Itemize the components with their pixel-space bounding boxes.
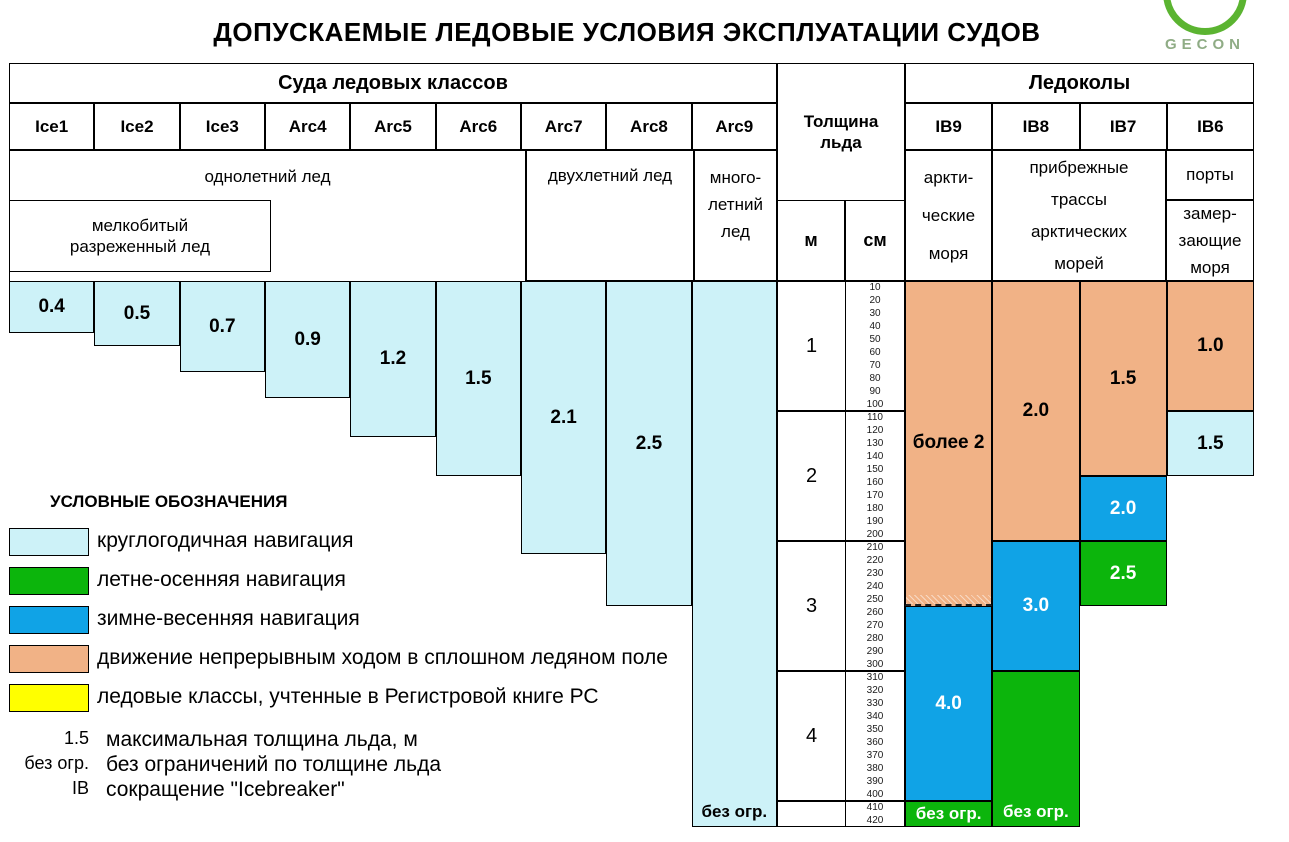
thickness-cm-label: 110 [867, 411, 883, 423]
thickness-cm-label: 240 [866, 580, 884, 592]
ib-class-header-IB6: IB6 [1167, 103, 1254, 150]
thickness-m-label: 3 [805, 594, 818, 617]
unit-cm-header: см [845, 200, 905, 281]
thickness-cm-label: 400 [866, 788, 884, 800]
note-key: без огр. [24, 753, 89, 773]
ib-IB6-segment-1: 1.5 [1167, 411, 1254, 476]
broken-ice-header: мелкобитый разреженный лед [9, 200, 271, 272]
note-text: максимальная толщина льда, м [106, 728, 418, 751]
ship-cell-Arc4: 0.9 [265, 281, 350, 398]
ship-class-header-Arc9: Arc9 [692, 103, 777, 150]
ports-header: порты [1166, 150, 1254, 200]
ships-group-header: Суда ледовых классов [9, 63, 777, 103]
two-year-ice-header: двухлетний лед [526, 150, 694, 281]
legend-label: движение непрерывным ходом в сплошном ледяном поле [97, 646, 668, 669]
thickness-cm-label: 80 [869, 372, 881, 384]
note-text: без ограничений по толщине льда [106, 753, 441, 776]
arctic-seas-header: аркти-ческие моря [905, 150, 992, 281]
thickness-cm-label: 120 [866, 424, 884, 436]
ib-IB7-segment-0: 1.5 [1080, 281, 1167, 476]
thickness-cm-label: 290 [866, 645, 884, 657]
thickness-cm-label: 10 [869, 281, 881, 293]
thickness-cm-label: 40 [869, 320, 881, 332]
thickness-cm-label: 380 [866, 762, 884, 774]
ship-cell-Arc5: 1.2 [350, 281, 435, 437]
thickness-cm-label: 60 [869, 346, 881, 358]
ib-class-header-IB9: IB9 [905, 103, 992, 150]
thickness-cm-label: 100 [866, 398, 884, 410]
thickness-header: Толщина льда [777, 63, 905, 201]
thickness-m-label: 4 [805, 724, 818, 747]
thickness-cm-label: 30 [869, 307, 881, 319]
ship-cell-Arc9: без огр. [692, 281, 777, 827]
legend-swatch-salmon [9, 645, 89, 673]
ib-IB8-segment-1: 3.0 [992, 541, 1079, 671]
thickness-cm-label: 150 [866, 463, 884, 475]
ib-IB6-segment-0: 1.0 [1167, 281, 1254, 411]
ib-IB8-segment-0: 2.0 [992, 281, 1079, 541]
thickness-cm-label: 330 [866, 697, 884, 709]
legend-label: зимне-весенняя навигация [97, 607, 360, 630]
note-text: сокращение "Icebreaker" [106, 778, 345, 801]
thickness-cm-label: 420 [866, 814, 884, 826]
ship-cell-Ice2: 0.5 [94, 281, 179, 346]
thickness-cm-label: 340 [866, 710, 884, 722]
thickness-cm-label: 350 [866, 723, 884, 735]
thickness-cm-label: 230 [866, 567, 884, 579]
thickness-cm-label: 310 [866, 671, 884, 683]
thickness-cm-label: 170 [866, 489, 884, 501]
ship-cell-Ice3: 0.7 [180, 281, 265, 372]
legend-swatch-yellow [9, 684, 89, 712]
thickness-cm-label: 200 [866, 528, 884, 540]
thickness-cm-label: 270 [866, 619, 884, 631]
ib-IB7-segment-2: 2.5 [1080, 541, 1167, 606]
page-title: ДОПУСКАЕМЫЕ ЛЕДОВЫЕ УСЛОВИЯ ЭКСПЛУАТАЦИИ СУДОВ [213, 17, 1041, 47]
thickness-cm-label: 320 [866, 684, 884, 696]
thickness-cm-label: 260 [866, 606, 884, 618]
coastal-routes-header: прибрежные трассы арктических морей [992, 150, 1166, 281]
unit-m-header: м [777, 200, 845, 281]
legend-label: летне-осенняя навигация [97, 568, 346, 591]
thickness-cm-label: 20 [869, 294, 881, 306]
ib-IB7-segment-1: 2.0 [1080, 476, 1167, 541]
legend-swatch-cyan [9, 528, 89, 556]
thickness-cm-label: 130 [866, 437, 884, 449]
thickness-cm-label: 160 [866, 476, 884, 488]
ship-class-header-Ice3: Ice3 [180, 103, 265, 150]
multi-year-ice-header: много-летний лед [694, 150, 777, 281]
ib-IB8-segment-2: без огр. [992, 671, 1079, 827]
ship-class-header-Ice1: Ice1 [9, 103, 94, 150]
ship-class-header-Arc8: Arc8 [606, 103, 691, 150]
ship-class-header-Arc6: Arc6 [436, 103, 521, 150]
thickness-cm-label: 390 [866, 775, 884, 787]
gecon-logo-text: GECON [1164, 36, 1245, 53]
legend-title: УСЛОВНЫЕ ОБОЗНАЧЕНИЯ [50, 492, 288, 511]
ship-class-header-Arc4: Arc4 [265, 103, 350, 150]
thickness-cm-label: 210 [866, 541, 884, 553]
freezing-seas-header: замер-зающие моря [1166, 200, 1254, 281]
thickness-m-label [778, 802, 845, 826]
ship-class-header-Arc7: Arc7 [521, 103, 606, 150]
thickness-m-label: 1 [805, 334, 818, 357]
thickness-cm-label: 250 [866, 593, 884, 605]
thickness-cm-label: 280 [866, 632, 884, 644]
ib-class-header-IB7: IB7 [1080, 103, 1167, 150]
legend-label: круглогодичная навигация [97, 529, 354, 552]
ship-cell-Arc8: 2.5 [606, 281, 691, 606]
ship-cell-Arc7: 2.1 [521, 281, 606, 554]
ib-IB9-segment-0: более 2 [905, 281, 992, 606]
thickness-cm-label: 50 [869, 333, 881, 345]
ib-class-header-IB8: IB8 [992, 103, 1079, 150]
legend-swatch-green [9, 567, 89, 595]
ib-IB9-segment-2: без огр. [905, 801, 992, 827]
note-key: 1.5 [63, 728, 89, 748]
thickness-cm-label: 70 [869, 359, 881, 371]
icebreakers-group-header: Ледоколы [905, 63, 1254, 103]
thickness-cm-label: 90 [869, 385, 881, 397]
thickness-cm-label: 180 [866, 502, 884, 514]
ib-IB9-segment-1: 4.0 [905, 606, 992, 801]
thickness-cm-label: 190 [866, 515, 884, 527]
one-year-ice-header: однолетний лед [9, 150, 526, 281]
thickness-cm-label: 140 [866, 450, 884, 462]
ship-class-header-Arc5: Arc5 [350, 103, 435, 150]
thickness-cm-label: 410 [866, 801, 884, 813]
thickness-cm-label: 300 [866, 658, 884, 670]
thickness-cm-label: 370 [866, 749, 884, 761]
thickness-cm-label: 220 [866, 554, 884, 566]
legend-swatch-blue [9, 606, 89, 634]
thickness-cm-label: 360 [866, 736, 884, 748]
note-key: IB [71, 778, 89, 798]
ship-cell-Arc6: 1.5 [436, 281, 521, 476]
legend-label: ледовые классы, учтенные в Регистровой книге РС [97, 685, 599, 708]
ship-class-header-Ice2: Ice2 [94, 103, 179, 150]
ship-cell-Ice1: 0.4 [9, 281, 94, 333]
thickness-m-label: 2 [805, 464, 818, 487]
